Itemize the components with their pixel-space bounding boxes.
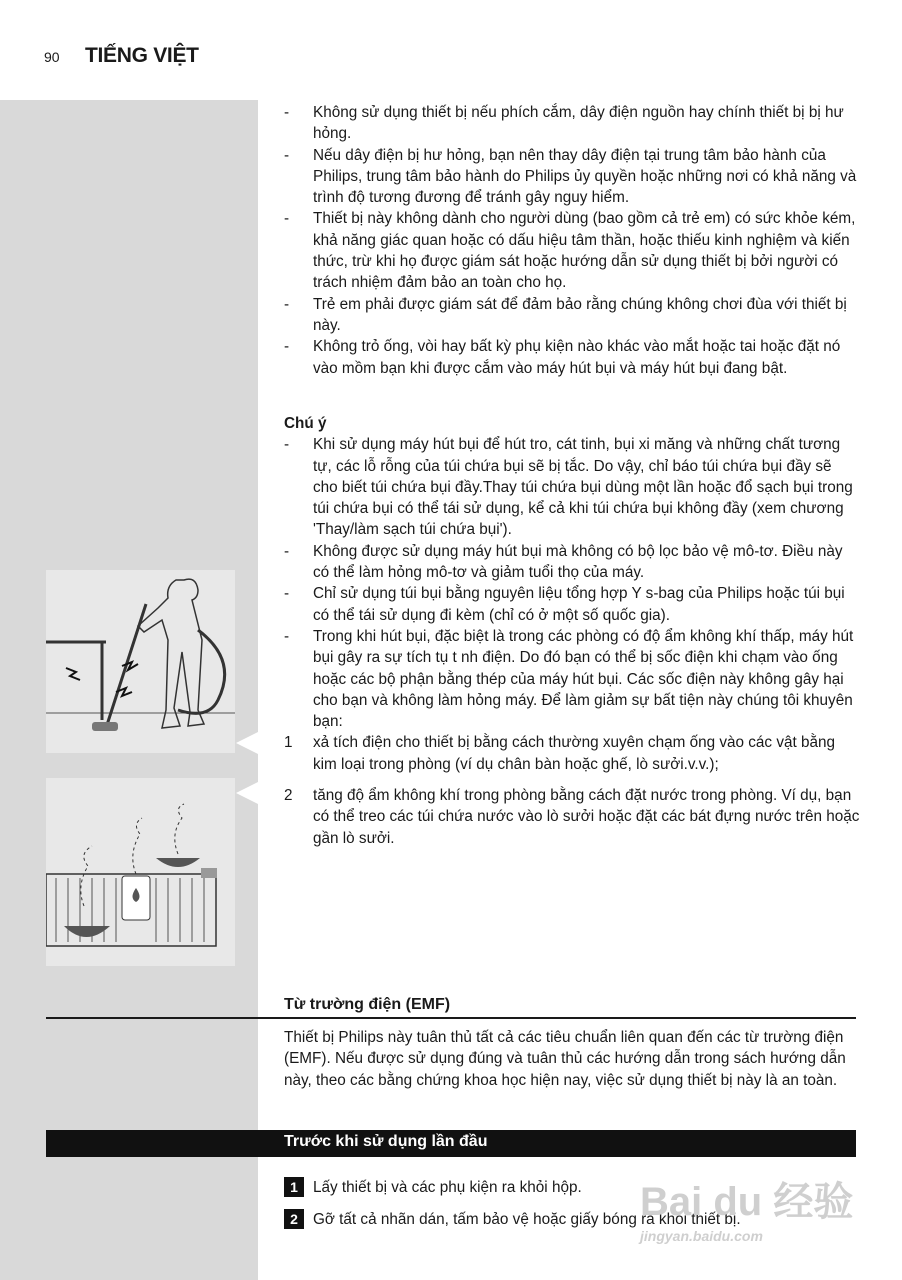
vacuum-shock-illustration <box>46 570 235 753</box>
baidu-watermark <box>640 1160 860 1270</box>
callout-pointer <box>236 732 258 754</box>
list-item: - Không trỏ ống, vòi hay bất kỳ phụ kiện nào khác vào mắt hoặc tai hoặc đặt nó vào mồm bạn khi được cắm vào máy hút bụi và máy hút bụi đang bật. <box>284 338 841 377</box>
caution-heading: Chú ý <box>284 415 327 432</box>
step-number: 1 <box>284 1177 304 1197</box>
step-item: 2 Gỡ tất cả nhãn dán, tấm bảo vệ hoặc giấy bóng ra khỏi thiết bị. <box>284 1209 741 1230</box>
list-item: - Thiết bị này không dành cho người dùng (bao gồm cả trẻ em) có sức khỏe kém, khả năng giác quan hoặc có dấu hiệu tâm thần, hoặc thiếu kinh nghiệm và kiến thức, trừ khi họ được giám sát hoặc hướng dẫn sử dụng thiết bị bởi người có trách nhiệm đảm bảo an toàn cho họ. <box>284 210 856 292</box>
step-item: 1 Lấy thiết bị và các phụ kiện ra khỏi hộp. <box>284 1177 582 1198</box>
numbered-item: 1 xả tích điện cho thiết bị bằng cách thường xuyên chạm ống vào các vật bằng kim loại trong phòng (ví dụ chân bàn hoặc ghế, lò sưởi.v.v.); <box>284 734 835 773</box>
caution-section <box>284 413 860 849</box>
first-use-header-bar <box>46 1130 856 1157</box>
list-item: - Chỉ sử dụng túi bụi bằng nguyên liệu tổng hợp Y s-bag của Philips hoặc túi bụi có thể tái sử dụng đi kèm (chỉ có ở một số quốc gia). <box>284 585 845 624</box>
watermark-url: jingyan.baidu.com <box>640 1228 763 1244</box>
page-number: 90 <box>44 49 60 65</box>
section-divider <box>46 1017 856 1019</box>
emf-heading: Từ trường điện (EMF) <box>284 996 451 1013</box>
list-item: - Không được sử dụng máy hút bụi mà không có bộ lọc bảo vệ mô-tơ. Điều này có thể làm hỏng mô-tơ và giảm tuổi thọ của máy. <box>284 542 843 582</box>
list-item: - Nếu dây điện bị hư hỏng, bạn nên thay dây điện tại trung tâm bảo hành của Philips, trung tâm bảo hành do Philips ủy quyền hoặc những nơi có khả năng và trình độ tương đương để tránh gây nguy hiểm. <box>284 146 857 207</box>
list-item: - Khi sử dụng máy hút bụi để hút tro, cát tinh, bụi xi măng và những chất tương tự, các lỗ rỗng của túi chứa bụi sẽ bị tắc. Do vậy, chỉ báo túi chứa bụi đầy sẽ cho biết túi chứa bụi đầy.Thay túi chứa bụi dùng một lần hoặc đổ sạch bụi trong túi chứa bụi có thể tái sử dụng, kể cả khi túi chứa bụi không đầy (xem chương 'Thay/làm sạch túi chứa bụi'). <box>284 436 853 539</box>
numbered-item: 2 tăng độ ẩm không khí trong phòng bằng cách đặt nước trong phòng. Ví dụ, bạn có thể treo các túi chứa nước vào lò sưởi hoặc đặt các bát đựng nước trên hoặc gần lò sưởi. <box>284 787 860 847</box>
watermark-logo: Bai du 经验 <box>640 1180 854 1224</box>
emf-paragraph: Thiết bị Philips này tuân thủ tất cả các tiêu chuẩn liên quan đến các từ trường điện (EMF). Nếu được sử dụng đúng và tuân thủ các hướng dẫn trong sách hướng dẫn này, theo các bằng chứng khoa học hiện nay, việc sử dụng thiết bị này là an toàn. <box>284 1029 846 1089</box>
first-use-heading: Trước khi sử dụng lần đầu <box>284 1133 488 1150</box>
radiator-humidity-illustration <box>46 778 235 966</box>
language-title: TIẾNG VIỆT <box>85 44 199 67</box>
warnings-list <box>284 102 860 379</box>
list-item: - Không sử dụng thiết bị nếu phích cắm, dây điện nguồn hay chính thiết bị bị hư hỏng. <box>284 104 844 143</box>
callout-pointer <box>236 782 258 804</box>
list-item: - Trong khi hút bụi, đặc biệt là trong các phòng có độ ẩm không khí thấp, máy hút bụi gây ra sự tích tụ t nh điện. Do đó bạn có thể bị sốc điện khi chạm vào ống hoặc các bộ phận bằng thép của máy hút bụi. Các sốc điện này không gây hại cho bạn và không làm hỏng máy. Để làm giảm sự bất tiện này chúng tôi khuyên bạn: <box>284 627 854 731</box>
step-number: 2 <box>284 1209 304 1229</box>
list-item: - Trẻ em phải được giám sát để đảm bảo rằng chúng không chơi đùa với thiết bị này. <box>284 295 847 334</box>
